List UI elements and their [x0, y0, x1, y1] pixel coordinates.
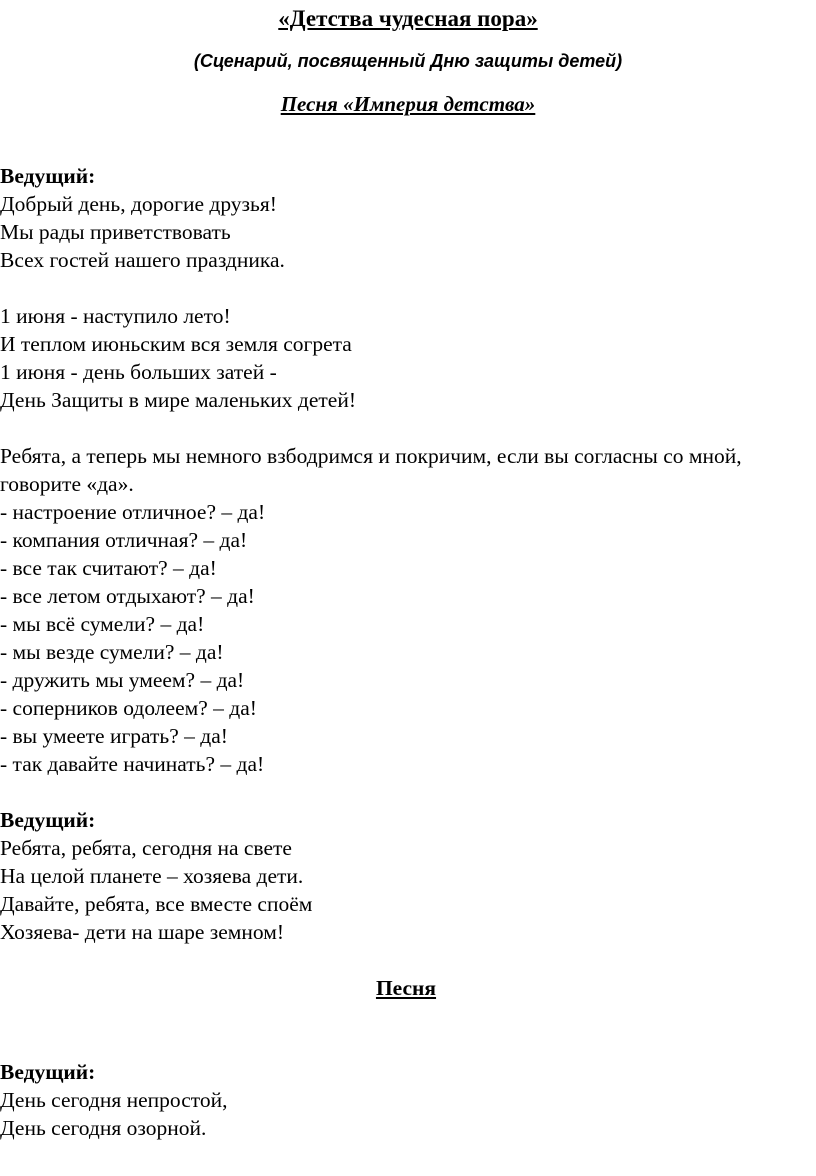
spacer — [0, 1030, 812, 1058]
text-line: Мы рады приветствовать — [0, 220, 231, 244]
spacer — [0, 778, 812, 806]
chant-line: - вы умеете играть? – да! — [0, 724, 228, 748]
speaker-label: Ведущий: — [0, 1060, 96, 1084]
spacer — [0, 414, 812, 442]
document-title: «Детства чудесная пора» — [278, 6, 538, 31]
chant-line: - дружить мы умеем? – да! — [0, 668, 245, 692]
chant-line: - мы всё сумели? – да! — [0, 612, 205, 636]
text-line: Всех гостей нашего праздника. — [0, 248, 285, 272]
chant-line: - так давайте начинать? – да! — [0, 752, 265, 776]
script-body — [0, 162, 812, 1142]
chant-line: - все так считают? – да! — [0, 556, 217, 580]
chant-line: - настроение отличное? – да! — [0, 500, 266, 524]
document-subtitle: (Сценарий, посвященный Дню защиты детей) — [193, 51, 623, 71]
chant-line: - компания отличная? – да! — [0, 528, 248, 552]
text-line: День сегодня непростой, — [0, 1088, 228, 1112]
song-title: Песня «Империя детства» — [280, 92, 536, 116]
speaker-label: Ведущий: — [0, 808, 96, 832]
text-line: 1 июня - наступило лето! — [0, 304, 231, 328]
text-line: Хозяева- дети на шаре земном! — [0, 920, 284, 944]
chant-line: - соперников одолеем? – да! — [0, 696, 257, 720]
chant-line: - мы везде сумели? – да! — [0, 640, 224, 664]
text-line: Добрый день, дорогие друзья! — [0, 192, 277, 216]
text-line: Ребята, ребята, сегодня на свете — [0, 836, 292, 860]
text-line: День Защиты в мире маленьких детей! — [0, 388, 356, 412]
text-line: 1 июня - день больших затей - — [0, 360, 277, 384]
text-line: И теплом июньским вся земля согрета — [0, 332, 352, 356]
text-line: День сегодня озорной. — [0, 1116, 207, 1140]
spacer — [0, 946, 812, 974]
text-line: На целой планете – хозяева дети. — [0, 864, 304, 888]
chant-line: - все летом отдыхают? – да! — [0, 584, 255, 608]
text-line: Давайте, ребята, все вместе споём — [0, 892, 313, 916]
song-heading: Песня — [375, 976, 437, 1000]
speaker-label: Ведущий: — [0, 164, 96, 188]
intro-paragraph: Ребята, а теперь мы немного взбодримся и покричим, если вы согласны со мной, говорите «да». — [0, 444, 742, 496]
spacer — [0, 1002, 812, 1030]
spacer — [0, 274, 812, 302]
